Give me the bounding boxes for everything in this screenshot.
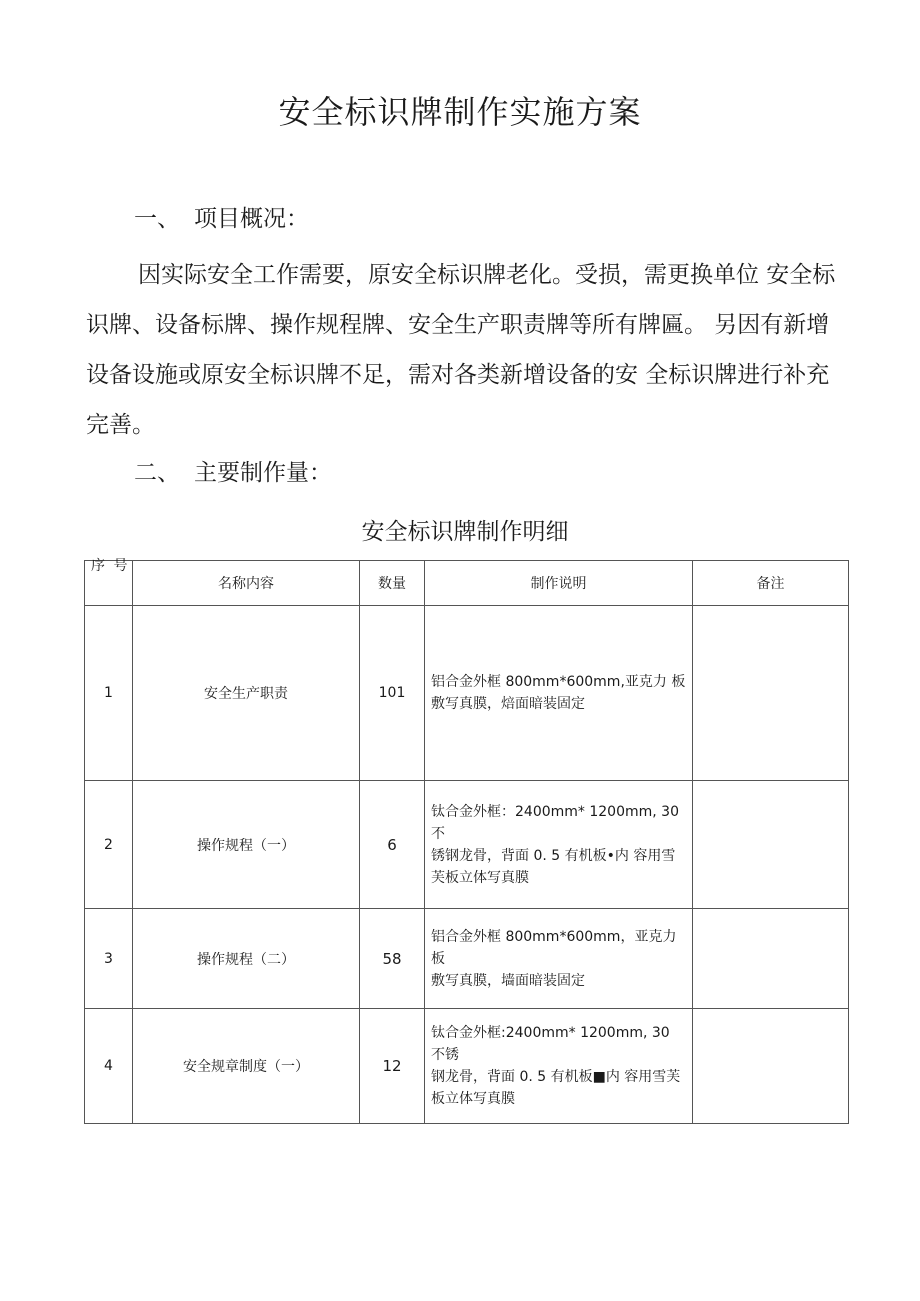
table-row (85, 606, 849, 781)
cell-remark (693, 1009, 849, 1124)
header-qty: 数量 (360, 561, 425, 606)
header-seq: 序 号 (85, 561, 133, 606)
table-row (85, 1009, 849, 1124)
desc-line: 钛合金外框：2400mm* 1200mm, 30 不 (431, 803, 679, 842)
desc-line: 锈钢龙骨，背面 0. 5 有机板•内 容用雪 (431, 847, 676, 864)
paragraph-line: 识牌、设备标牌、操作规程牌、安全生产职责牌等所有牌匾。 另因有新增 (86, 312, 830, 338)
paragraph-line: 完善。 (86, 412, 155, 438)
header-remark: 备注 (693, 561, 849, 606)
document-title: 安全标识牌制作实施方案 (278, 93, 642, 131)
cell-desc (425, 1009, 693, 1124)
desc-line: 芙板立体写真膜 (431, 869, 529, 886)
cell-desc (425, 781, 693, 909)
desc-line: 铝合金外框 800mm*600mm，亚克力 板 (431, 928, 677, 967)
paragraph-line: 设备设施或原安全标识牌不足，需对各类新增设备的安 全标识牌进行补充 (86, 362, 830, 388)
section-heading-quantities (134, 456, 332, 490)
desc-line: 钢龙骨，背面 0. 5 有机板■内 容用雪芙 (431, 1069, 681, 1085)
cell-name: 安全生产职责 (133, 606, 360, 781)
cell-qty: 58 (360, 909, 425, 1009)
cell-seq: 2 (85, 781, 133, 909)
desc-line: 敷写真膜，墙面暗装固定 (431, 972, 585, 989)
cell-name: 操作规程（二） (133, 909, 360, 1009)
section-number: 二、 (134, 460, 180, 486)
cell-qty: 101 (360, 606, 425, 781)
cell-remark (693, 781, 849, 909)
cell-qty: 12 (360, 1009, 425, 1124)
cell-name: 安全规章制度（一） (133, 1009, 360, 1124)
cell-seq: 1 (85, 606, 133, 781)
section-number: 一、 (134, 206, 180, 232)
desc-line: 铝合金外框 800mm*600mm,亚克力 板 (431, 674, 686, 690)
desc-line: 板立体写真膜 (431, 1091, 515, 1107)
section-title: 主要制作量： (194, 460, 332, 486)
header-name: 名称内容 (133, 561, 360, 606)
cell-name: 操作规程（一） (133, 781, 360, 909)
table-row (85, 909, 849, 1009)
desc-line: 钛合金外框:2400mm* 1200mm, 30 不锈 (431, 1025, 670, 1063)
cell-remark (693, 909, 849, 1009)
header-desc: 制作说明 (425, 561, 693, 606)
table-header-row (85, 561, 849, 606)
paragraph-line: 因实际安全工作需要，原安全标识牌老化。受损，需更换单位 安全标 (138, 262, 836, 288)
cell-seq: 3 (85, 909, 133, 1009)
detail-table (84, 560, 849, 1124)
overview-paragraph (86, 250, 856, 450)
table-caption: 安全标识牌制作明细 (361, 519, 569, 545)
cell-remark (693, 606, 849, 781)
cell-qty: 6 (360, 781, 425, 909)
cell-seq: 4 (85, 1009, 133, 1124)
section-heading-overview (134, 202, 309, 236)
section-title: 项目概况： (194, 206, 309, 232)
table-row (85, 781, 849, 909)
cell-desc (425, 606, 693, 781)
cell-desc (425, 909, 693, 1009)
desc-line: 敷写真膜，焙面暗装固定 (431, 696, 585, 712)
